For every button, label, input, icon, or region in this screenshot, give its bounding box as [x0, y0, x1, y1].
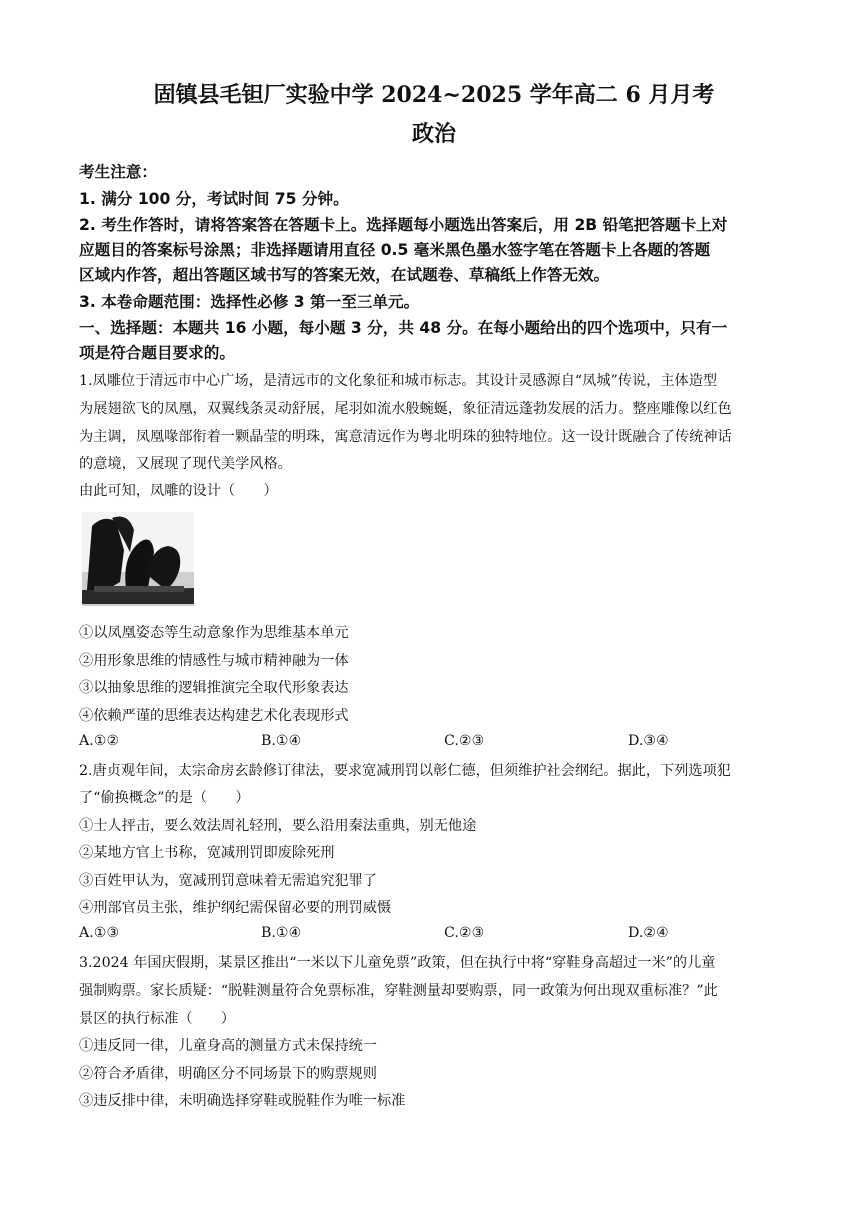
question-stem: 为主调，凤凰喙部衔着一颗晶莹的明珠，寓意清远作为粤北明珠的独特地位。这一设计既融合了传统神话 — [79, 429, 732, 445]
exam-subject: 政治 — [411, 121, 456, 147]
question-stem: 3.2024 年国庆假期，某景区推出“一米以下儿童免票”政策，但在执行中将“穿鞋身高超过一米”的儿童 — [79, 955, 716, 971]
choice-b: B.①④ — [261, 925, 302, 941]
choice-d: D.③④ — [628, 733, 669, 749]
choice-a: A.①③ — [79, 925, 120, 941]
option-item: ②用形象思维的情感性与城市精神融为一体 — [79, 653, 349, 669]
question-stem: 由此可知，凤雕的设计（ ） — [79, 483, 278, 499]
exam-title: 固镇县毛钽厂实验中学 2024~2025 学年高二 6 月月考 — [153, 82, 715, 108]
option-item: ②符合矛盾律，明确区分不同场景下的购票规则 — [79, 1066, 377, 1082]
option-item: ①士人抨击，要么效法周礼轻刑，要么沿用秦法重典，别无他途 — [79, 818, 477, 834]
notice-line: 2. 考生作答时，请将答案答在答题卡上。选择题每小题选出答案后，用 2B 铅笔把答题卡上对 — [79, 216, 728, 234]
option-item: ①以凤凰姿态等生动意象作为思维基本单元 — [79, 625, 349, 641]
notice-heading: 考生注意： — [79, 163, 157, 181]
option-item: ④刑部官员主张，维护纲纪需保留必要的刑罚威慑 — [79, 900, 392, 916]
option-item: ①违反同一律，儿童身高的测量方式未保持统一 — [79, 1038, 377, 1054]
choice-c: C.②③ — [444, 925, 485, 941]
choice-d: D.②④ — [628, 925, 669, 941]
option-item: ③以抽象思维的逻辑推演完全取代形象表达 — [79, 680, 349, 696]
notice-line: 3. 本卷命题范围：选择性必修 3 第一至三单元。 — [79, 293, 420, 311]
question-stem: 1.凤雕位于清远市中心广场，是清远市的文化象征和城市标志。其设计灵感源自“凤城”传说，主体造型 — [79, 373, 718, 389]
notice-line: 1. 满分 100 分，考试时间 75 分钟。 — [79, 190, 349, 208]
choice-c: C.②③ — [444, 733, 485, 749]
question-stem: 2.唐贞观年间，太宗命房玄龄修订律法，要求宽减刑罚以彰仁德，但须维护社会纲纪。据此，下列选项犯 — [79, 763, 731, 779]
sculpture-image — [82, 512, 194, 606]
option-item: ②某地方官上书称，宽减刑罚即废除死刑 — [79, 845, 335, 861]
question-stem: 景区的执行标准（ ） — [79, 1011, 236, 1027]
option-item: ④依赖严谨的思维表达构建艺术化表现形式 — [79, 708, 349, 724]
section-heading: 一、选择题：本题共 16 小题，每小题 3 分，共 48 分。在每小题给出的四个选项中，只有一 — [79, 319, 728, 337]
section-heading: 项是符合题目要求的。 — [79, 344, 235, 362]
question-stem: 了“偷换概念”的是（ ） — [79, 790, 250, 806]
question-stem: 的意境，又展现了现代美学风格。 — [79, 456, 292, 472]
notice-line: 应题目的答案标号涂黑；非选择题请用直径 0.5 毫米黑色墨水签字笔在答题卡上各题的答题 — [79, 241, 711, 259]
notice-line: 区域内作答，超出答题区域书写的答案无效，在试题卷、草稿纸上作答无效。 — [79, 266, 610, 284]
choice-b: B.①④ — [261, 733, 302, 749]
choice-a: A.①② — [79, 733, 120, 749]
question-stem: 强制购票。家长质疑：“脱鞋测量符合免票标准，穿鞋测量却要购票，同一政策为何出现双重标准？”此 — [79, 983, 718, 999]
question-stem: 为展翅欲飞的凤凰，双翼线条灵动舒展，尾羽如流水般蜿蜒，象征清远蓬勃发展的活力。整座雕像以红色 — [79, 401, 732, 417]
option-item: ③百姓甲认为，宽减刑罚意味着无需追究犯罪了 — [79, 873, 377, 889]
option-item: ③违反排中律，未明确选择穿鞋或脱鞋作为唯一标准 — [79, 1093, 406, 1109]
